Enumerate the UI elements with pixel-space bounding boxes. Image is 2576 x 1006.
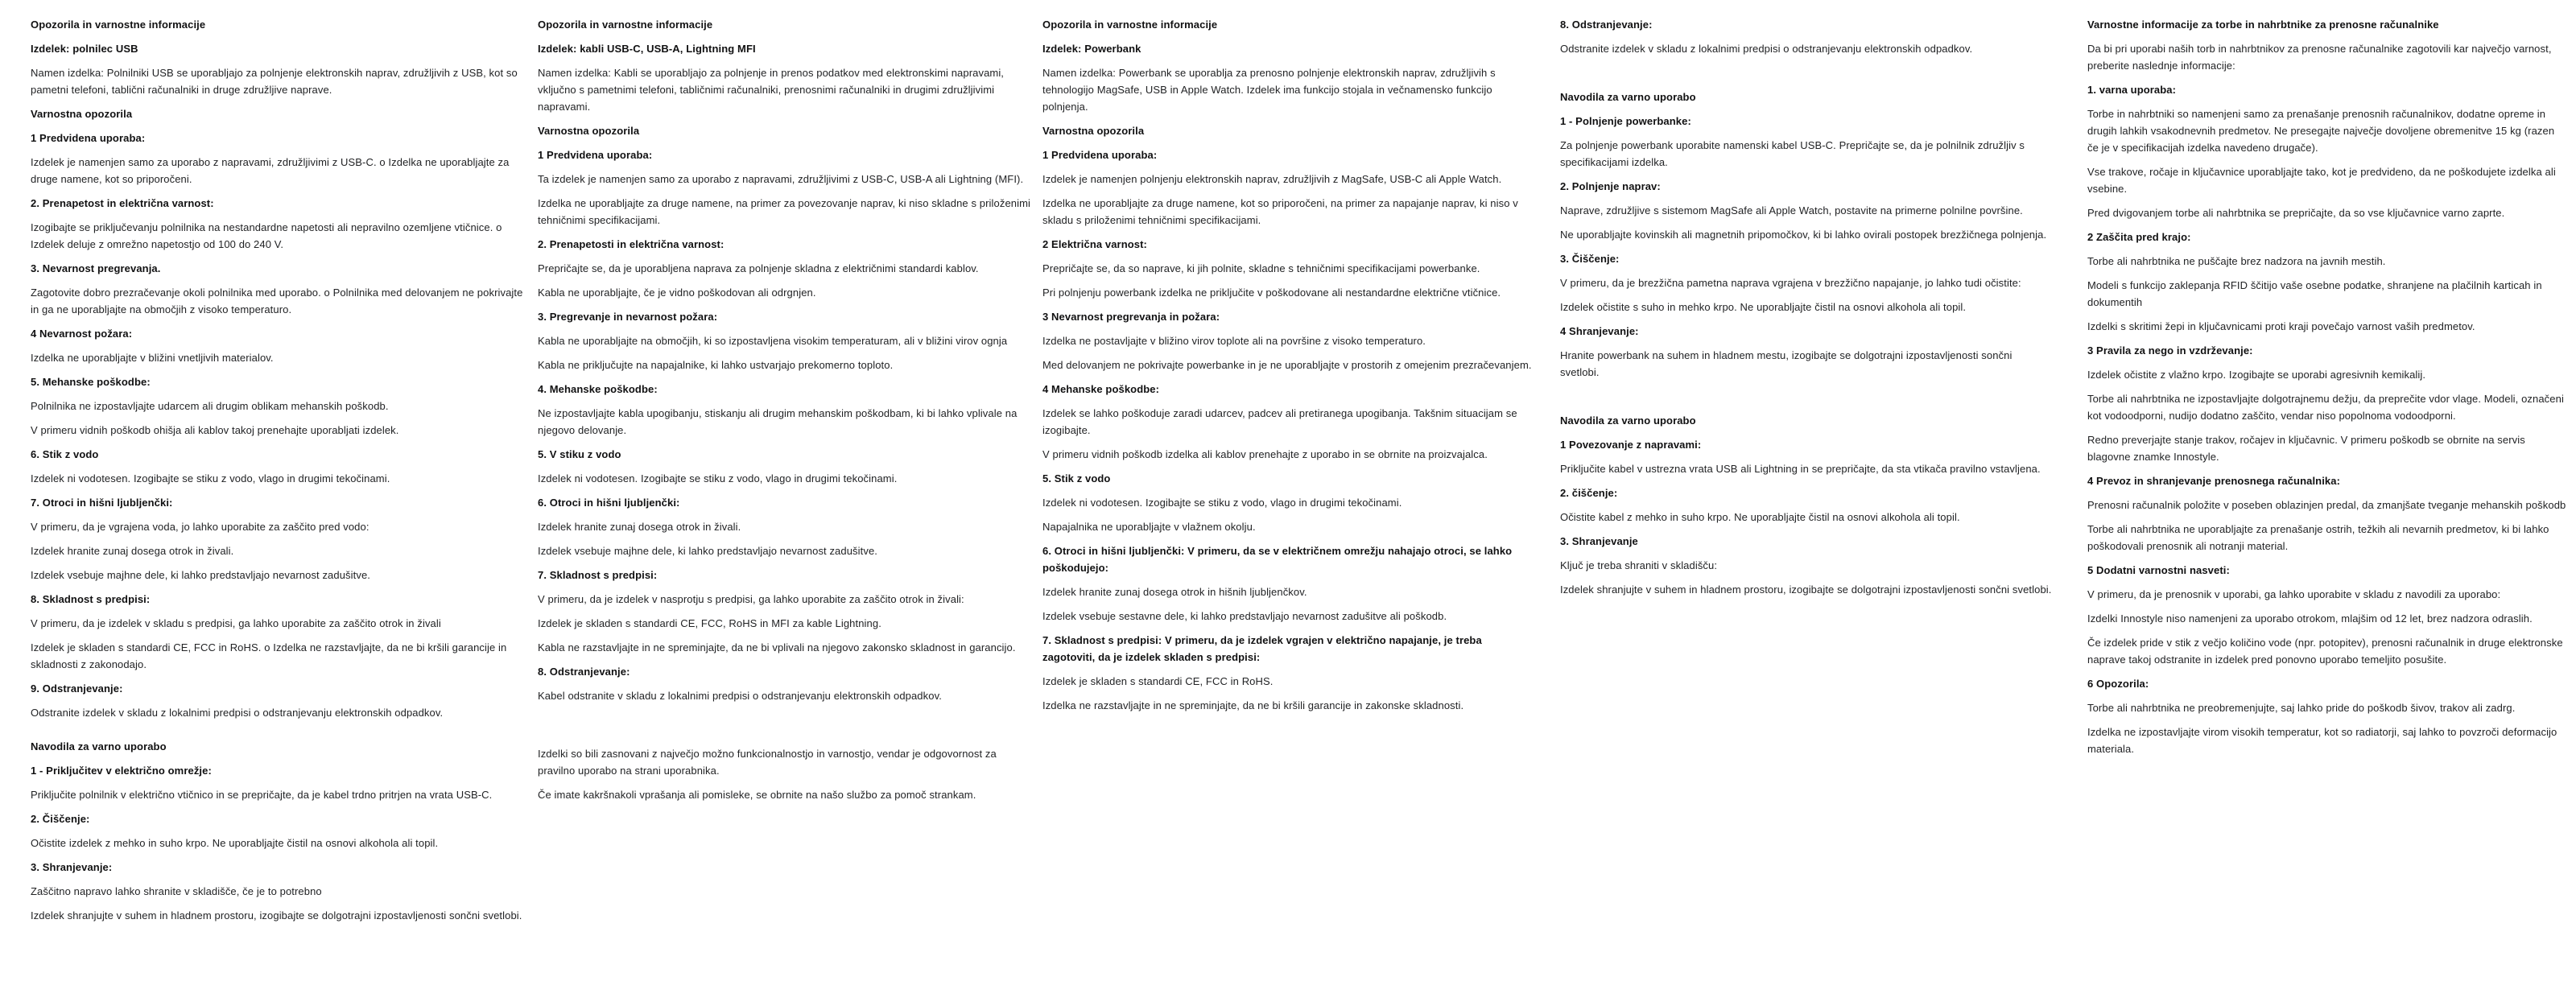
section-heading: 9. Odstranjevanje: <box>31 682 123 695</box>
paragraph: Prepričajte se, da je uporabljena naprava za polnjenje skladna z električnimi standardi kablov. <box>538 262 979 274</box>
section-heading: Navodila za varno uporabo <box>1560 91 1696 103</box>
paragraph: Izdelki s skritimi žepi in ključavnicami proti kraji povečajo varnost vaših predmetov. <box>2087 320 2475 332</box>
paragraph: V primeru, da je vgrajena voda, jo lahko uporabite za zaščito pred vodo: <box>31 521 369 533</box>
section-heading: Opozorila in varnostne informacije <box>31 19 206 31</box>
paragraph: Izdelek vsebuje sestavne dele, ki lahko predstavljajo nevarnost zadušitve ali poškodb. <box>1042 610 1447 622</box>
paragraph: Izdelek shranjujte v suhem in hladnem prostoru, izogibajte se dolgotrajni izpostavljenosti sončni svetlobi. <box>1560 583 2052 596</box>
section-heading: Varnostna opozorila <box>31 108 133 120</box>
paragraph: Kabla ne priključujte na napajalnike, ki lahko ustvarjajo prekomerno toploto. <box>538 359 894 371</box>
section-heading: 8. Odstranjevanje: <box>538 666 630 678</box>
paragraph: Torbe ali nahrbtnika ne uporabljajte za prenašanje ostrih, težkih ali nevarnih predmetov, ki bi lahko poškodovali prenosnik ali notranji material. <box>2087 523 2549 552</box>
section-heading: 1. varna uporaba: <box>2087 84 2177 96</box>
section-heading: 6. Stik z vodo <box>31 448 99 460</box>
paragraph: Pred dvigovanjem torbe ali nahrbtnika se prepričajte, da so vse ključavnice varno zaprte. <box>2087 207 2505 219</box>
spacer <box>538 711 1030 745</box>
paragraph: Modeli s funkcijo zaklepanja RFID ščitijo vaše osebne podatke, shranjene na plačilnih karticah in dokumentih <box>2087 279 2542 308</box>
paragraph: Ne uporabljajte kovinskih ali magnetnih pripomočkov, ki bi lahko ovirali postopek brezžičnega polnjenja. <box>1560 229 2047 241</box>
section-heading: 3 Nevarnost pregrevanja in požara: <box>1042 311 1220 323</box>
paragraph: Priključite kabel v ustrezna vrata USB ali Lightning in se prepričajte, da sta vtikača pravilno vstavljena. <box>1560 463 2041 475</box>
column-laptop-bags <box>2087 16 2567 765</box>
paragraph: Polnilnika ne izpostavljajte udarcem ali drugim oblikam mehanskih poškodb. <box>31 400 389 412</box>
section-heading: 3. Shranjevanje: <box>31 861 113 873</box>
section-heading: Opozorila in varnostne informacije <box>538 19 713 31</box>
section-heading: Varnostne informacije za torbe in nahrbtnike za prenosne računalnike <box>2087 19 2439 31</box>
paragraph: Izdelek ni vodotesen. Izogibajte se stiku z vodo, vlago in drugimi tekočinami. <box>1042 497 1402 509</box>
column-usb-charger <box>31 16 523 931</box>
section-heading: 1 Predvidena uporaba: <box>1042 149 1158 161</box>
paragraph: Kabla ne uporabljajte, če je vidno poškodovan ali odrgnjen. <box>538 287 816 299</box>
paragraph: Izdelka ne izpostavljajte virom visokih temperatur, kot so radiatorji, saj lahko to povzroči deformacijo materiala. <box>2087 726 2557 755</box>
section-heading: 3. Shranjevanje <box>1560 535 1638 547</box>
paragraph: Izdelek je skladen s standardi CE, FCC, RoHS in MFI za kable Lightning. <box>538 617 881 629</box>
paragraph: Prenosni računalnik položite v poseben oblazinjen predal, da zmanjšate tveganje mehanskih poškodb <box>2087 499 2566 511</box>
paragraph: Da bi pri uporabi naših torb in nahrbtnikov za prenosne računalnike zagotovili kar največjo varnost, preberite naslednje informacije: <box>2087 43 2552 72</box>
paragraph: Ne izpostavljajte kabla upogibanju, stiskanju ali drugim mehanskim poškodbam, ki bi lahko vplivale na njegovo delovanje. <box>538 407 1018 436</box>
section-heading: 5. Mehanske poškodbe: <box>31 376 151 388</box>
section-heading: 2. čiščenje: <box>1560 487 1618 499</box>
paragraph: V primeru, da je izdelek v nasprotju s predpisi, ga lahko uporabite za zaščito otrok in živali: <box>538 593 964 605</box>
spacer <box>1560 388 2053 412</box>
column-powerbank-continued <box>1560 16 2053 605</box>
section-heading: 1 Predvidena uporaba: <box>538 149 653 161</box>
paragraph: V primeru, da je brezžična pametna naprava vgrajena v brezžično napajanje, jo lahko tudi očistite: <box>1560 277 2021 289</box>
paragraph: Izdelka ne uporabljajte za druge namene, na primer za povezovanje naprav, ki niso skladne s priloženimi tehničnimi specifikacijami. <box>538 197 1031 226</box>
column-powerbank <box>1042 16 1535 721</box>
section-heading: Varnostna opozorila <box>1042 125 1145 137</box>
paragraph: V primeru, da je prenosnik v uporabi, ga lahko uporabite v skladu z navodili za uporabo: <box>2087 588 2501 600</box>
section-heading: 8. Skladnost s predpisi: <box>31 593 151 605</box>
paragraph: V primeru vidnih poškodb ohišja ali kablov takoj prenehajte uporabljati izdelek. <box>31 424 399 436</box>
section-heading: Opozorila in varnostne informacije <box>1042 19 1218 31</box>
paragraph: Pri polnjenju powerbank izdelka ne priključite v poškodovane ali nestandardne električne vtičnice. <box>1042 287 1501 299</box>
paragraph: V primeru vidnih poškodb izdelka ali kablov prenehajte z uporabo in se obrnite na proizvajalca. <box>1042 448 1488 460</box>
paragraph: Izdelek vsebuje majhne dele, ki lahko predstavljajo nevarnost zadušitve. <box>31 569 370 581</box>
section-heading: 4. Mehanske poškodbe: <box>538 383 658 395</box>
section-heading: 8. Odstranjevanje: <box>1560 19 1653 31</box>
paragraph: Izdelek hranite zunaj dosega otrok in živali. <box>538 521 741 533</box>
paragraph: Priključite polnilnik v električno vtičnico in se prepričajte, da je kabel trdno pritrjen na vrata USB-C. <box>31 789 493 801</box>
section-heading: 2. Prenapetosti in električna varnost: <box>538 238 724 250</box>
section-heading: 5. V stiku z vodo <box>538 448 621 460</box>
paragraph: Izdelki Innostyle niso namenjeni za uporabo otrokom, mlajšim od 12 let, brez nadzora odraslih. <box>2087 612 2533 625</box>
paragraph: Med delovanjem ne pokrivajte powerbanke in je ne uporabljajte v prostorih z omejenim prezračevanjem. <box>1042 359 1532 371</box>
section-heading: 7. Skladnost s predpisi: V primeru, da je izdelek vgrajen v električno napajanje, je treba zagotoviti, da je izdelek skladen s predpisi: <box>1042 634 1482 663</box>
paragraph: Izdelek vsebuje majhne dele, ki lahko predstavljajo nevarnost zadušitve. <box>538 545 877 557</box>
column-cables <box>538 16 1030 810</box>
paragraph: Izdelek ni vodotesen. Izogibajte se stiku z vodo, vlago in drugimi tekočinami. <box>538 472 898 484</box>
paragraph: Izdelek očistite s suho in mehko krpo. Ne uporabljajte čistil na osnovi alkohola ali topil. <box>1560 301 1967 313</box>
section-heading: 4 Prevoz in shranjevanje prenosnega računalnika: <box>2087 475 2341 487</box>
paragraph: Izdelki so bili zasnovani z največjo možno funkcionalnostjo in varnostjo, vendar je odgovornost za pravilno uporabo na strani uporabnika. <box>538 748 997 777</box>
paragraph: Naprave, združljive s sistemom MagSafe ali Apple Watch, postavite na primerne polnilne površine. <box>1560 204 2023 216</box>
section-heading: Navodila za varno uporabo <box>1560 414 1696 427</box>
paragraph: Izdelek je namenjen polnjenju elektronskih naprav, združljivih z MagSafe, USB-C ali Apple Watch. <box>1042 173 1502 185</box>
paragraph: Namen izdelka: Powerbank se uporablja za prenosno polnjenje elektronskih naprav, združljivih s tehnologijo MagSafe, USB in Apple Watch. Izdelek ima funkcijo stojala in večnamensko funkcijo polnjenja. <box>1042 67 1496 113</box>
section-heading: 6. Otroci in hišni ljubljenčki: V primeru, da se v električnem omrežju nahajajo otroci, se lahko poškodujejo: <box>1042 545 1513 574</box>
spacer <box>1560 64 2053 89</box>
paragraph: Izdelek shranjujte v suhem in hladnem prostoru, izogibajte se dolgotrajni izpostavljenosti sončni svetlobi. <box>31 909 522 921</box>
section-heading: 2 Zaščita pred krajo: <box>2087 231 2191 243</box>
section-heading: 2. Polnjenje naprav: <box>1560 180 1661 192</box>
section-heading: 5 Dodatni varnostni nasveti: <box>2087 564 2230 576</box>
paragraph: Izdelka ne postavljajte v bližino virov toplote ali na površine z visoko temperaturo. <box>1042 335 1426 347</box>
paragraph: Izogibajte se priključevanju polnilnika na nestandardne napetosti ali nepravilno ozemljene vtičnice. o Izdelek deluje z omrežno napetostjo od 100 do 240 V. <box>31 221 502 250</box>
section-heading: 1 - Priključitev v električno omrežje: <box>31 765 212 777</box>
section-heading: 4 Mehanske poškodbe: <box>1042 383 1160 395</box>
section-heading: Navodila za varno uporabo <box>31 740 167 752</box>
paragraph: Torbe ali nahrbtnika ne puščajte brez nadzora na javnih mestih. <box>2087 255 2386 267</box>
paragraph: Kabel odstranite v skladu z lokalnimi predpisi o odstranjevanju elektronskih odpadkov. <box>538 690 942 702</box>
paragraph: Redno preverjajte stanje trakov, ročajev in ključavnic. V primeru poškodb se obrnite na servis blagovne znamke Innostyle. <box>2087 434 2525 463</box>
paragraph: V primeru, da je izdelek v skladu s predpisi, ga lahko uporabite za zaščito otrok in živali <box>31 617 441 629</box>
paragraph: Očistite izdelek z mehko in suho krpo. Ne uporabljajte čistil na osnovi alkohola ali topil. <box>31 837 439 849</box>
paragraph: Izdelek je namenjen samo za uporabo z napravami, združljivimi z USB-C. o Izdelka ne uporabljajte za druge namene, kot so priporočeni. <box>31 156 510 185</box>
section-heading: Izdelek: polnilec USB <box>31 43 138 55</box>
section-heading: Izdelek: kabli USB-C, USB-A, Lightning MFI <box>538 43 756 55</box>
section-heading: 6. Otroci in hišni ljubljenčki: <box>538 497 680 509</box>
section-heading: 4 Shranjevanje: <box>1560 325 1639 337</box>
paragraph: Odstranite izdelek v skladu z lokalnimi predpisi o odstranjevanju elektronskih odpadkov. <box>31 707 444 719</box>
section-heading: 7. Otroci in hišni ljubljenčki: <box>31 497 173 509</box>
paragraph: Izdelek ni vodotesen. Izogibajte se stiku z vodo, vlago in drugimi tekočinami. <box>31 472 390 484</box>
paragraph: Izdelka ne razstavljajte in ne spreminjajte, da ne bi kršili garancije in zakonske skladnosti. <box>1042 699 1464 711</box>
paragraph: Izdelka ne uporabljajte za druge namene, kot so priporočeni, na primer za napajanje naprav, ki niso v skladu s priloženimi tehničnimi specifikacijami. <box>1042 197 1518 226</box>
section-heading: 1 Povezovanje z napravami: <box>1560 439 1702 451</box>
paragraph: Hranite powerbank na suhem in hladnem mestu, izogibajte se dolgotrajni izpostavljenosti sončni svetlobi. <box>1560 349 2013 378</box>
paragraph: Izdelka ne uporabljajte v bližini vnetljivih materialov. <box>31 352 274 364</box>
paragraph: Zaščitno napravo lahko shranite v skladišče, če je to potrebno <box>31 885 322 897</box>
section-heading: 4 Nevarnost požara: <box>31 328 133 340</box>
section-heading: 1 Predvidena uporaba: <box>31 132 146 144</box>
section-heading: 2 Električna varnost: <box>1042 238 1147 250</box>
section-heading: 1 - Polnjenje powerbanke: <box>1560 115 1691 127</box>
paragraph: Izdelek se lahko poškoduje zaradi udarcev, padcev ali pretiranega upogibanja. Takšnim situacijam se izogibajte. <box>1042 407 1517 436</box>
section-heading: 3. Pregrevanje in nevarnost požara: <box>538 311 718 323</box>
paragraph: Če imate kakršnakoli vprašanja ali pomisleke, se obrnite na našo službo za pomoč strankam. <box>538 789 976 801</box>
section-heading: 3. Čiščenje: <box>1560 253 1620 265</box>
section-heading: 7. Skladnost s predpisi: <box>538 569 658 581</box>
section-heading: 6 Opozorila: <box>2087 678 2149 690</box>
paragraph: Izdelek hranite zunaj dosega otrok in živali. <box>31 545 234 557</box>
paragraph: Izdelek hranite zunaj dosega otrok in hišnih ljubljenčkov. <box>1042 586 1307 598</box>
section-heading: 5. Stik z vodo <box>1042 472 1111 484</box>
paragraph: Očistite kabel z mehko in suho krpo. Ne uporabljajte čistil na osnovi alkohola ali topil. <box>1560 511 1960 523</box>
paragraph: Ključ je treba shraniti v skladišču: <box>1560 559 1718 571</box>
paragraph: Prepričajte se, da so naprave, ki jih polnite, skladne s tehničnimi specifikacijami powerbanke. <box>1042 262 1480 274</box>
paragraph: Če izdelek pride v stik z večjo količino vode (npr. potopitev), prenosni računalnik in druge elektronske naprave takoj odstranite in izdelek pred ponovno uporabo temeljito posušite. <box>2087 637 2563 666</box>
paragraph: Izdelek je skladen s standardi CE, FCC in RoHS. o Izdelka ne razstavljajte, da ne bi kršili garancije in skladnosti z zakonodajo. <box>31 641 507 670</box>
paragraph: Napajalnika ne uporabljajte v vlažnem okolju. <box>1042 521 1256 533</box>
section-heading: 3. Nevarnost pregrevanja. <box>31 262 161 274</box>
paragraph: Izdelek očistite z vlažno krpo. Izogibajte se uporabi agresivnih kemikalij. <box>2087 369 2426 381</box>
paragraph: Izdelek je skladen s standardi CE, FCC in RoHS. <box>1042 675 1274 687</box>
paragraph: Torbe in nahrbtniki so namenjeni samo za prenašanje prenosnih računalnikov, dodatne opreme in drugih lahkih vsakodnevnih predmetov. Ne presegajte največje dovoljene obremenitve 15 kg (razen če je v specifikacijah izdelka navedeno drugače). <box>2087 108 2555 154</box>
paragraph: Namen izdelka: Kabli se uporabljajo za polnjenje in prenos podatkov med elektronskimi napravami, vključno s pametnimi telefoni, tabličnimi računalniki, prenosnimi računalniki in drugimi združljivimi napravami. <box>538 67 1005 113</box>
section-heading: 2. Čiščenje: <box>31 813 90 825</box>
paragraph: Ta izdelek je namenjen samo za uporabo z napravami, združljivimi z USB-C, USB-A ali Lightning (MFI). <box>538 173 1024 185</box>
section-heading: 2. Prenapetost in električna varnost: <box>31 197 214 209</box>
section-heading: Varnostna opozorila <box>538 125 640 137</box>
section-heading: 3 Pravila za nego in vzdrževanje: <box>2087 344 2253 357</box>
paragraph: Torbe ali nahrbtnika ne preobremenjujte, saj lahko pride do poškodb šivov, trakov ali zadrg. <box>2087 702 2516 714</box>
paragraph: Torbe ali nahrbtnika ne izpostavljajte dolgotrajnemu dežju, da preprečite vdor vlage. Modeli, označeni kot vodoodporni, nudijo dodatno zaščito, vendar niso popolnoma vodoodporni. <box>2087 393 2564 422</box>
paragraph: Zagotovite dobro prezračevanje okoli polnilnika med uporabo. o Polnilnika med delovanjem ne pokrivajte in ga ne uporabljajte na območjih z visoko temperaturo. <box>31 287 523 315</box>
section-heading: Izdelek: Powerbank <box>1042 43 1141 55</box>
paragraph: Kabla ne razstavljajte in ne spreminjajte, da ne bi vplivali na njegovo zakonsko skladnost in garancijo. <box>538 641 1016 653</box>
paragraph: Vse trakove, ročaje in ključavnice uporabljajte tako, kot je predvideno, da ne poškodujete izdelka ali vsebine. <box>2087 166 2556 195</box>
paragraph: Odstranite izdelek v skladu z lokalnimi predpisi o odstranjevanju elektronskih odpadkov. <box>1560 43 1973 55</box>
paragraph: Za polnjenje powerbank uporabite namenski kabel USB-C. Prepričajte se, da je polnilnik združljiv s specifikacijami izdelka. <box>1560 139 2025 168</box>
paragraph: Kabla ne uporabljajte na območjih, ki so izpostavljena visokim temperaturam, ali v bližini virov ognja <box>538 335 1008 347</box>
paragraph: Namen izdelka: Polnilniki USB se uporabljajo za polnjenje elektronskih naprav, združljivih z USB, kot so pametni telefoni, tablični računalniki in druge združljive naprave. <box>31 67 518 96</box>
spacer <box>31 728 523 738</box>
